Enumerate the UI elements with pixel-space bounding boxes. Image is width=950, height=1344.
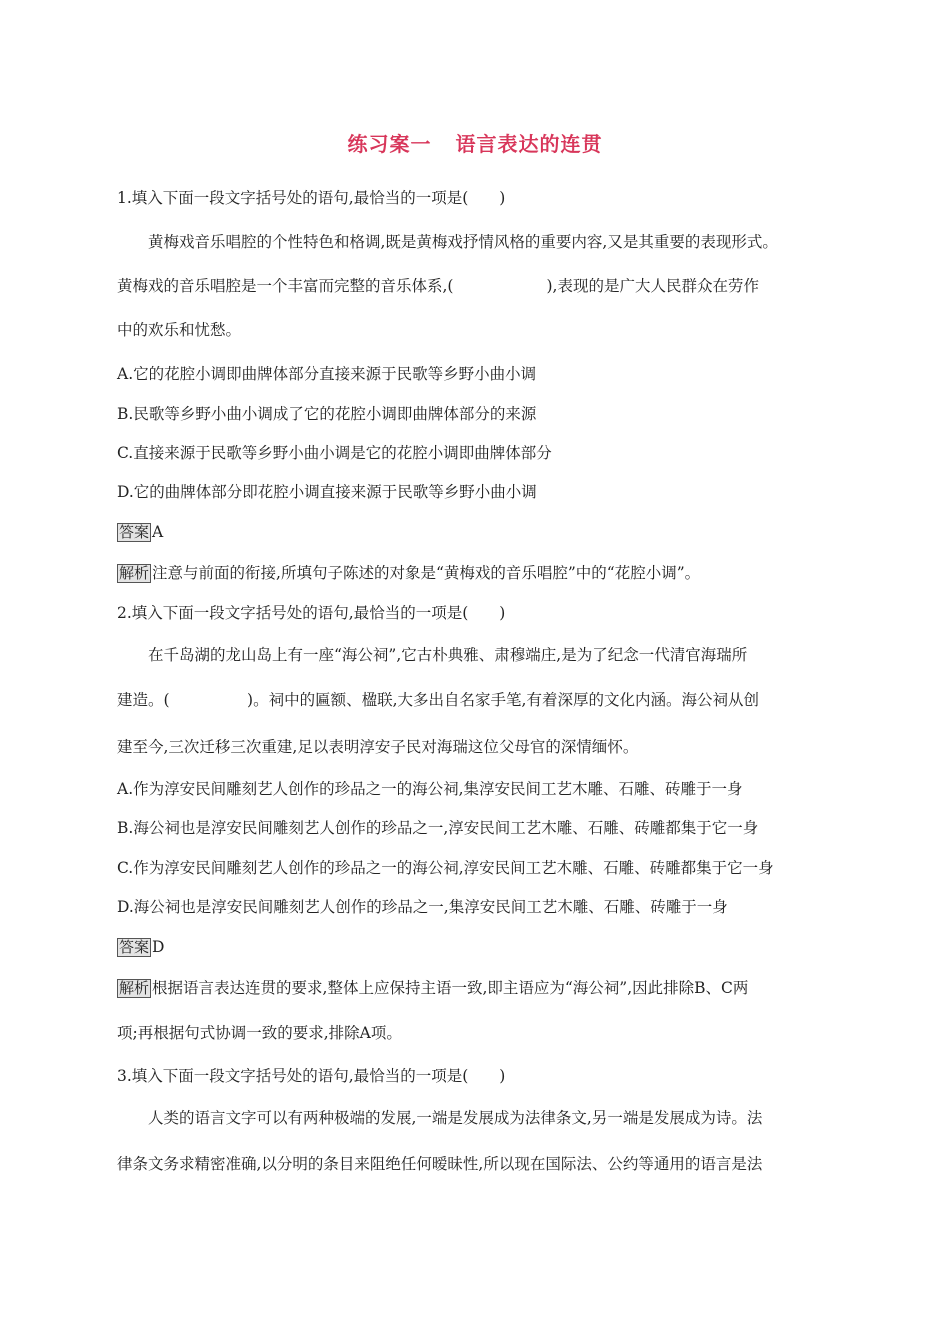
q2-answer-value: D bbox=[152, 938, 165, 956]
q2-option-b: B.海公祠也是淳安民间雕刻艺人创作的珍品之一,淳安民间工艺木雕、石雕、砖雕都集于它一身 bbox=[117, 819, 759, 837]
q1-passage-line-3: 中的欢乐和忧愁。 bbox=[117, 321, 242, 339]
title-main: 练习案一 bbox=[347, 132, 432, 156]
q2-option-c: C.作为淳安民间雕刻艺人创作的珍品之一的海公祠,淳安民间工艺木雕、石雕、砖雕都集于它一身 bbox=[117, 859, 774, 877]
q1-analysis bbox=[117, 563, 837, 583]
q2-answer bbox=[117, 937, 837, 957]
page-title bbox=[0, 128, 950, 157]
q3-passage-line-1: 人类的语言文字可以有两种极端的发展,一端是发展成为法律条文,另一端是发展成为诗。法 bbox=[148, 1109, 763, 1127]
q1-analysis-text: 注意与前面的衔接,所填句子陈述的对象是“黄梅戏的音乐唱腔”中的“花腔小调”。 bbox=[152, 564, 701, 582]
q1-option-b: B.民歌等乡野小曲小调成了它的花腔小调即曲牌体部分的来源 bbox=[117, 405, 537, 423]
q1-passage-line-2: 黄梅戏的音乐唱腔是一个丰富而完整的音乐体系,( ),表现的是广大人民群众在劳作 bbox=[117, 277, 759, 295]
analysis-tag: 解析 bbox=[119, 979, 150, 997]
analysis-tag: 解析 bbox=[119, 564, 150, 582]
q1-answer-value: A bbox=[152, 523, 164, 541]
title-sub: 语言表达的连贯 bbox=[455, 132, 603, 156]
q1-passage-line-1: 黄梅戏音乐唱腔的个性特色和格调,既是黄梅戏抒情风格的重要内容,又是其重要的表现形式。 bbox=[148, 233, 778, 251]
q1-answer bbox=[117, 522, 837, 542]
q2-passage-line-3: 建至今,三次迁移三次重建,足以表明淳安子民对海瑞这位父母官的深情缅怀。 bbox=[117, 738, 639, 756]
answer-tag: 答案 bbox=[119, 523, 150, 541]
q2-passage-line-2: 建造。( )。祠中的匾额、楹联,大多出自名家手笔,有着深厚的文化内涵。海公祠从创 bbox=[117, 691, 759, 709]
q2-passage-line-1: 在千岛湖的龙山岛上有一座“海公祠”,它古朴典雅、肃穆端庄,是为了纪念一代清官海瑞所 bbox=[148, 646, 748, 664]
q1-stem: 1.填入下面一段文字括号处的语句,最恰当的一项是( ) bbox=[117, 189, 506, 207]
answer-tag: 答案 bbox=[119, 938, 150, 956]
q2-analysis-text-1: 根据语言表达连贯的要求,整体上应保持主语一致,即主语应为“海公祠”,因此排除B、C两 bbox=[152, 979, 749, 997]
q2-analysis bbox=[117, 978, 837, 998]
q3-passage-line-2: 律条文务求精密准确,以分明的条目来阻绝任何暧昧性,所以现在国际法、公约等通用的语言是法 bbox=[117, 1155, 763, 1173]
q1-option-a: A.它的花腔小调即曲牌体部分直接来源于民歌等乡野小曲小调 bbox=[117, 365, 537, 383]
q1-option-c: C.直接来源于民歌等乡野小曲小调是它的花腔小调即曲牌体部分 bbox=[117, 444, 552, 462]
q2-option-a: A.作为淳安民间雕刻艺人创作的珍品之一的海公祠,集淳安民间工艺木雕、石雕、砖雕于一身 bbox=[117, 780, 743, 798]
q2-option-d: D.海公祠也是淳安民间雕刻艺人创作的珍品之一,集淳安民间工艺木雕、石雕、砖雕于一身 bbox=[117, 898, 728, 916]
q3-stem: 3.填入下面一段文字括号处的语句,最恰当的一项是( ) bbox=[117, 1067, 506, 1085]
q2-analysis-line-2: 项;再根据句式协调一致的要求,排除A项。 bbox=[117, 1024, 402, 1042]
q2-stem: 2.填入下面一段文字括号处的语句,最恰当的一项是( ) bbox=[117, 604, 506, 622]
q1-option-d: D.它的曲牌体部分即花腔小调直接来源于民歌等乡野小曲小调 bbox=[117, 483, 537, 501]
